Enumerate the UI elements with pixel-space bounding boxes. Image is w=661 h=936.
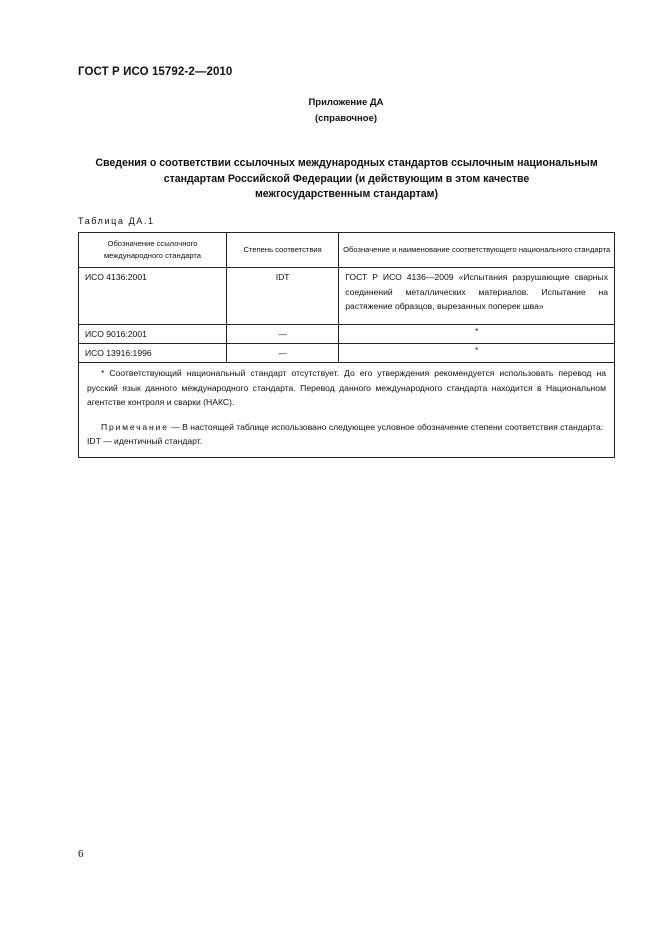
table-row [79, 325, 615, 344]
table-row [79, 268, 615, 325]
cell-national-standard: ГОСТ Р ИСО 4136—2009 «Испытания разрушающие сварных соединений металлических материалов. Испытание на растяжение образцов, вырезанных поперек шва» [339, 268, 615, 325]
document-code: ГОСТ Р ИСО 15792-2—2010 [78, 66, 233, 78]
section-title-line-3: межгосударственным стандартам) [254, 188, 439, 200]
correspondence-table [78, 232, 615, 458]
table-footnote: * Соответствующий национальный стандарт отсутствует. До его утверждения рекомендуется использовать перевод на русский язык данного международного стандарта. Перевод данного международного стандарта находится в Национальном агентстве контроля и сварки (НАКС). [87, 368, 606, 407]
appendix-note: (справочное) [314, 113, 378, 124]
table-header-row [79, 233, 615, 268]
note-text: — В настоящей таблице использовано следующее условное обозначение степени соответствия стандарта: [168, 421, 604, 432]
section-title-line-1: Сведения о соответствии ссылочных международных стандартов ссылочным национальным [95, 157, 598, 169]
table-note [87, 420, 606, 435]
header-reference-standard: Обозначение ссылочного международного стандарта [79, 233, 227, 268]
table-notes [79, 363, 615, 458]
page-number: 6 [78, 848, 84, 860]
header-national-standard: Обозначение и наименование соответствующего национального стандарта [339, 233, 615, 268]
note-label: Примечание [101, 421, 169, 432]
note-idt-definition: IDT — идентичный стандарт. [87, 436, 203, 446]
cell-degree: — [227, 344, 339, 363]
cell-national-standard: * [339, 344, 615, 363]
section-title [78, 156, 615, 203]
cell-degree: — [227, 325, 339, 344]
section-title-line-2: стандартам Российской Федерации (и действующим в этом качестве [163, 172, 530, 185]
table-notes-row [79, 363, 615, 458]
cell-reference-standard: ИСО 9016:2001 [79, 325, 227, 344]
header-degree: Степень соответствия [227, 233, 339, 268]
cell-reference-standard: ИСО 4136:2001 [79, 268, 227, 325]
appendix-title: Приложение ДА [308, 97, 384, 108]
cell-reference-standard: ИСО 13916:1996 [79, 344, 227, 363]
cell-degree: IDT [227, 268, 339, 325]
table-row [79, 344, 615, 363]
table-caption: Таблица ДА.1 [78, 216, 155, 226]
appendix-heading [0, 95, 661, 127]
cell-national-standard: * [339, 325, 615, 344]
